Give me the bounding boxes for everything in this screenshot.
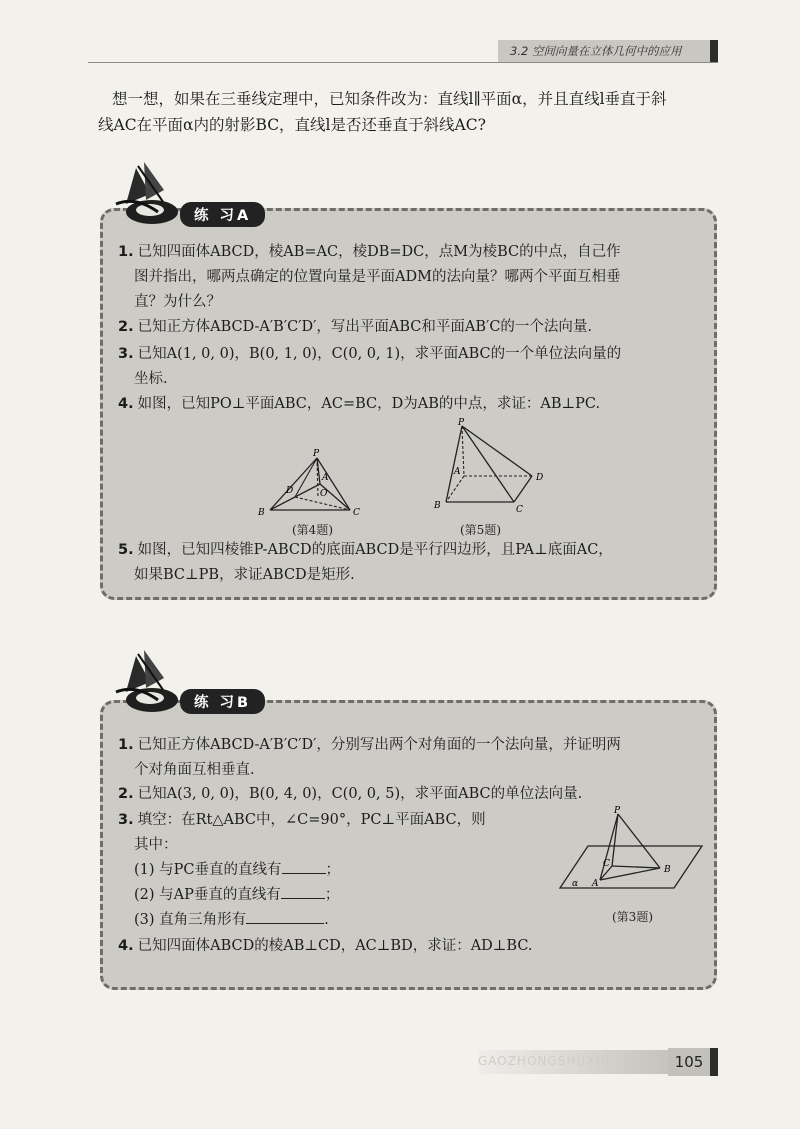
edge-PB — [270, 458, 317, 510]
edge-CD — [514, 476, 532, 502]
problem-line: 如图，已知PO⊥平面ABC，AC=BC，D为AB的中点，求证：AB⊥PC. — [137, 396, 601, 412]
problem-number: 2. — [118, 319, 134, 335]
exercise-b-problem-4 — [118, 934, 708, 959]
label-O: O — [320, 489, 328, 499]
think-line-1: 想一想，如果在三垂线定理中，已知条件改为：直线l∥平面α，并且直线l垂直于斜 — [112, 90, 667, 108]
problem-line: 已知正方体ABCD-A′B′C′D′，分别写出两个对角面的一个法向量，并证明两 — [137, 737, 621, 753]
problem-line: 个对角面互相垂直. — [134, 762, 255, 778]
exercise-b-title: 练 习B — [180, 689, 265, 714]
problem-line: 图并指出，哪两点确定的位置向量是平面ADM的法向量？哪两个平面互相垂 — [134, 269, 621, 285]
figure-5-caption: (第5题) — [460, 523, 501, 537]
problem-number: 5. — [118, 542, 134, 558]
exercise-a-problem-3 — [118, 342, 708, 392]
footer-watermark: GAOZHONGSHUXUE — [478, 1054, 614, 1068]
answer-blank[interactable] — [282, 860, 326, 874]
problem-line: 已知四面体ABCD，棱AB=AC，棱DB=DC，点M为棱BC的中点，自己作 — [137, 244, 621, 260]
figure-4-caption: (第4题) — [292, 523, 333, 537]
think-paragraph — [98, 86, 722, 138]
exercise-a-title: 练 习A — [180, 202, 265, 227]
problem-number: 1. — [118, 244, 134, 260]
problem-line: 已知A(3, 0, 0)，B(0, 4, 0)，C(0, 0, 5)，求平面ABC的单位法向量. — [137, 786, 583, 802]
exercise-a-problem-2 — [118, 315, 708, 340]
page-number: 105 — [668, 1048, 718, 1076]
problem-line: 其中： — [134, 837, 178, 853]
problem-number: 3. — [118, 346, 134, 362]
exercise-a-problem-5 — [118, 538, 708, 588]
edge-PC — [317, 458, 350, 510]
problem-line: 已知正方体ABCD-A′B′C′D′，写出平面ABC和平面AB′C的一个法向量. — [137, 319, 593, 335]
label-A: A — [454, 467, 461, 477]
label-A: A — [322, 473, 329, 483]
label-C: C — [603, 859, 610, 869]
edge-PB — [618, 814, 660, 868]
think-line-2: 线AC在平面α内的射影BC，直线l是否还垂直于斜线AC? — [98, 116, 486, 134]
problem-line: 已知A(1, 0, 0)，B(0, 1, 0)，C(0, 0, 1)，求平面ABC的一个单位法向量的 — [137, 346, 622, 362]
problem-line: 坐标. — [134, 371, 168, 387]
problem-number: 4. — [118, 396, 134, 412]
label-alpha: α — [572, 879, 579, 889]
exercise-b-problem-2 — [118, 782, 708, 807]
figure-3-plane-diagram — [556, 806, 706, 896]
sub-item-3: (3) 直角三角形有 . — [134, 912, 329, 928]
label-P: P — [614, 806, 621, 816]
problem-line: 填空：在Rt△ABC中，∠C=90°，PC⊥平面ABC，则 — [137, 812, 486, 828]
label-B: B — [258, 508, 265, 518]
edge-PD — [462, 426, 532, 476]
edge-PC — [612, 814, 618, 866]
label-C: C — [516, 505, 523, 515]
edge-CB — [612, 866, 660, 868]
figure-5-pyramid — [424, 418, 554, 518]
exercise-a-problem-1 — [118, 240, 708, 315]
problem-number: 4. — [118, 938, 134, 954]
sub-item-2: (2) 与AP垂直的直线有 ； — [134, 887, 340, 903]
answer-blank[interactable] — [281, 885, 325, 899]
problem-line: 如图，已知四棱锥P-ABCD的底面ABCD是平行四边形，且PA⊥底面AC， — [137, 542, 613, 558]
exercise-a-problem-4 — [118, 392, 708, 417]
exercise-b-problem-1 — [118, 733, 708, 783]
label-D: D — [536, 473, 544, 483]
problem-line: 如果BC⊥PB，求证ABCD是矩形. — [134, 567, 355, 583]
exercise-b-problem-3 — [118, 808, 558, 933]
label-C: C — [353, 508, 360, 518]
label-P: P — [458, 418, 465, 428]
label-B: B — [434, 501, 441, 511]
problem-line: 已知四面体ABCD的棱AB⊥CD，AC⊥BD，求证：AD⊥BC. — [137, 938, 533, 954]
figure-3-caption: (第3题) — [612, 910, 653, 924]
label-B: B — [664, 865, 671, 875]
problem-line: 直？为什么？ — [134, 294, 221, 310]
problem-number: 1. — [118, 737, 134, 753]
answer-blank[interactable] — [246, 910, 324, 924]
figure-4-tetrahedron — [252, 448, 372, 520]
section-header: 3.2 空间向量在立体几何中的应用 — [510, 44, 682, 58]
problem-number: 2. — [118, 786, 134, 802]
problem-number: 3. — [118, 812, 134, 828]
edge-PC — [462, 426, 514, 502]
sub-item-1: (1) 与PC垂直的直线有 ； — [134, 862, 340, 878]
label-D: D — [286, 486, 294, 496]
header-divider — [88, 62, 718, 63]
label-P: P — [313, 449, 320, 459]
edge-PA — [462, 426, 464, 476]
label-A: A — [592, 879, 599, 889]
